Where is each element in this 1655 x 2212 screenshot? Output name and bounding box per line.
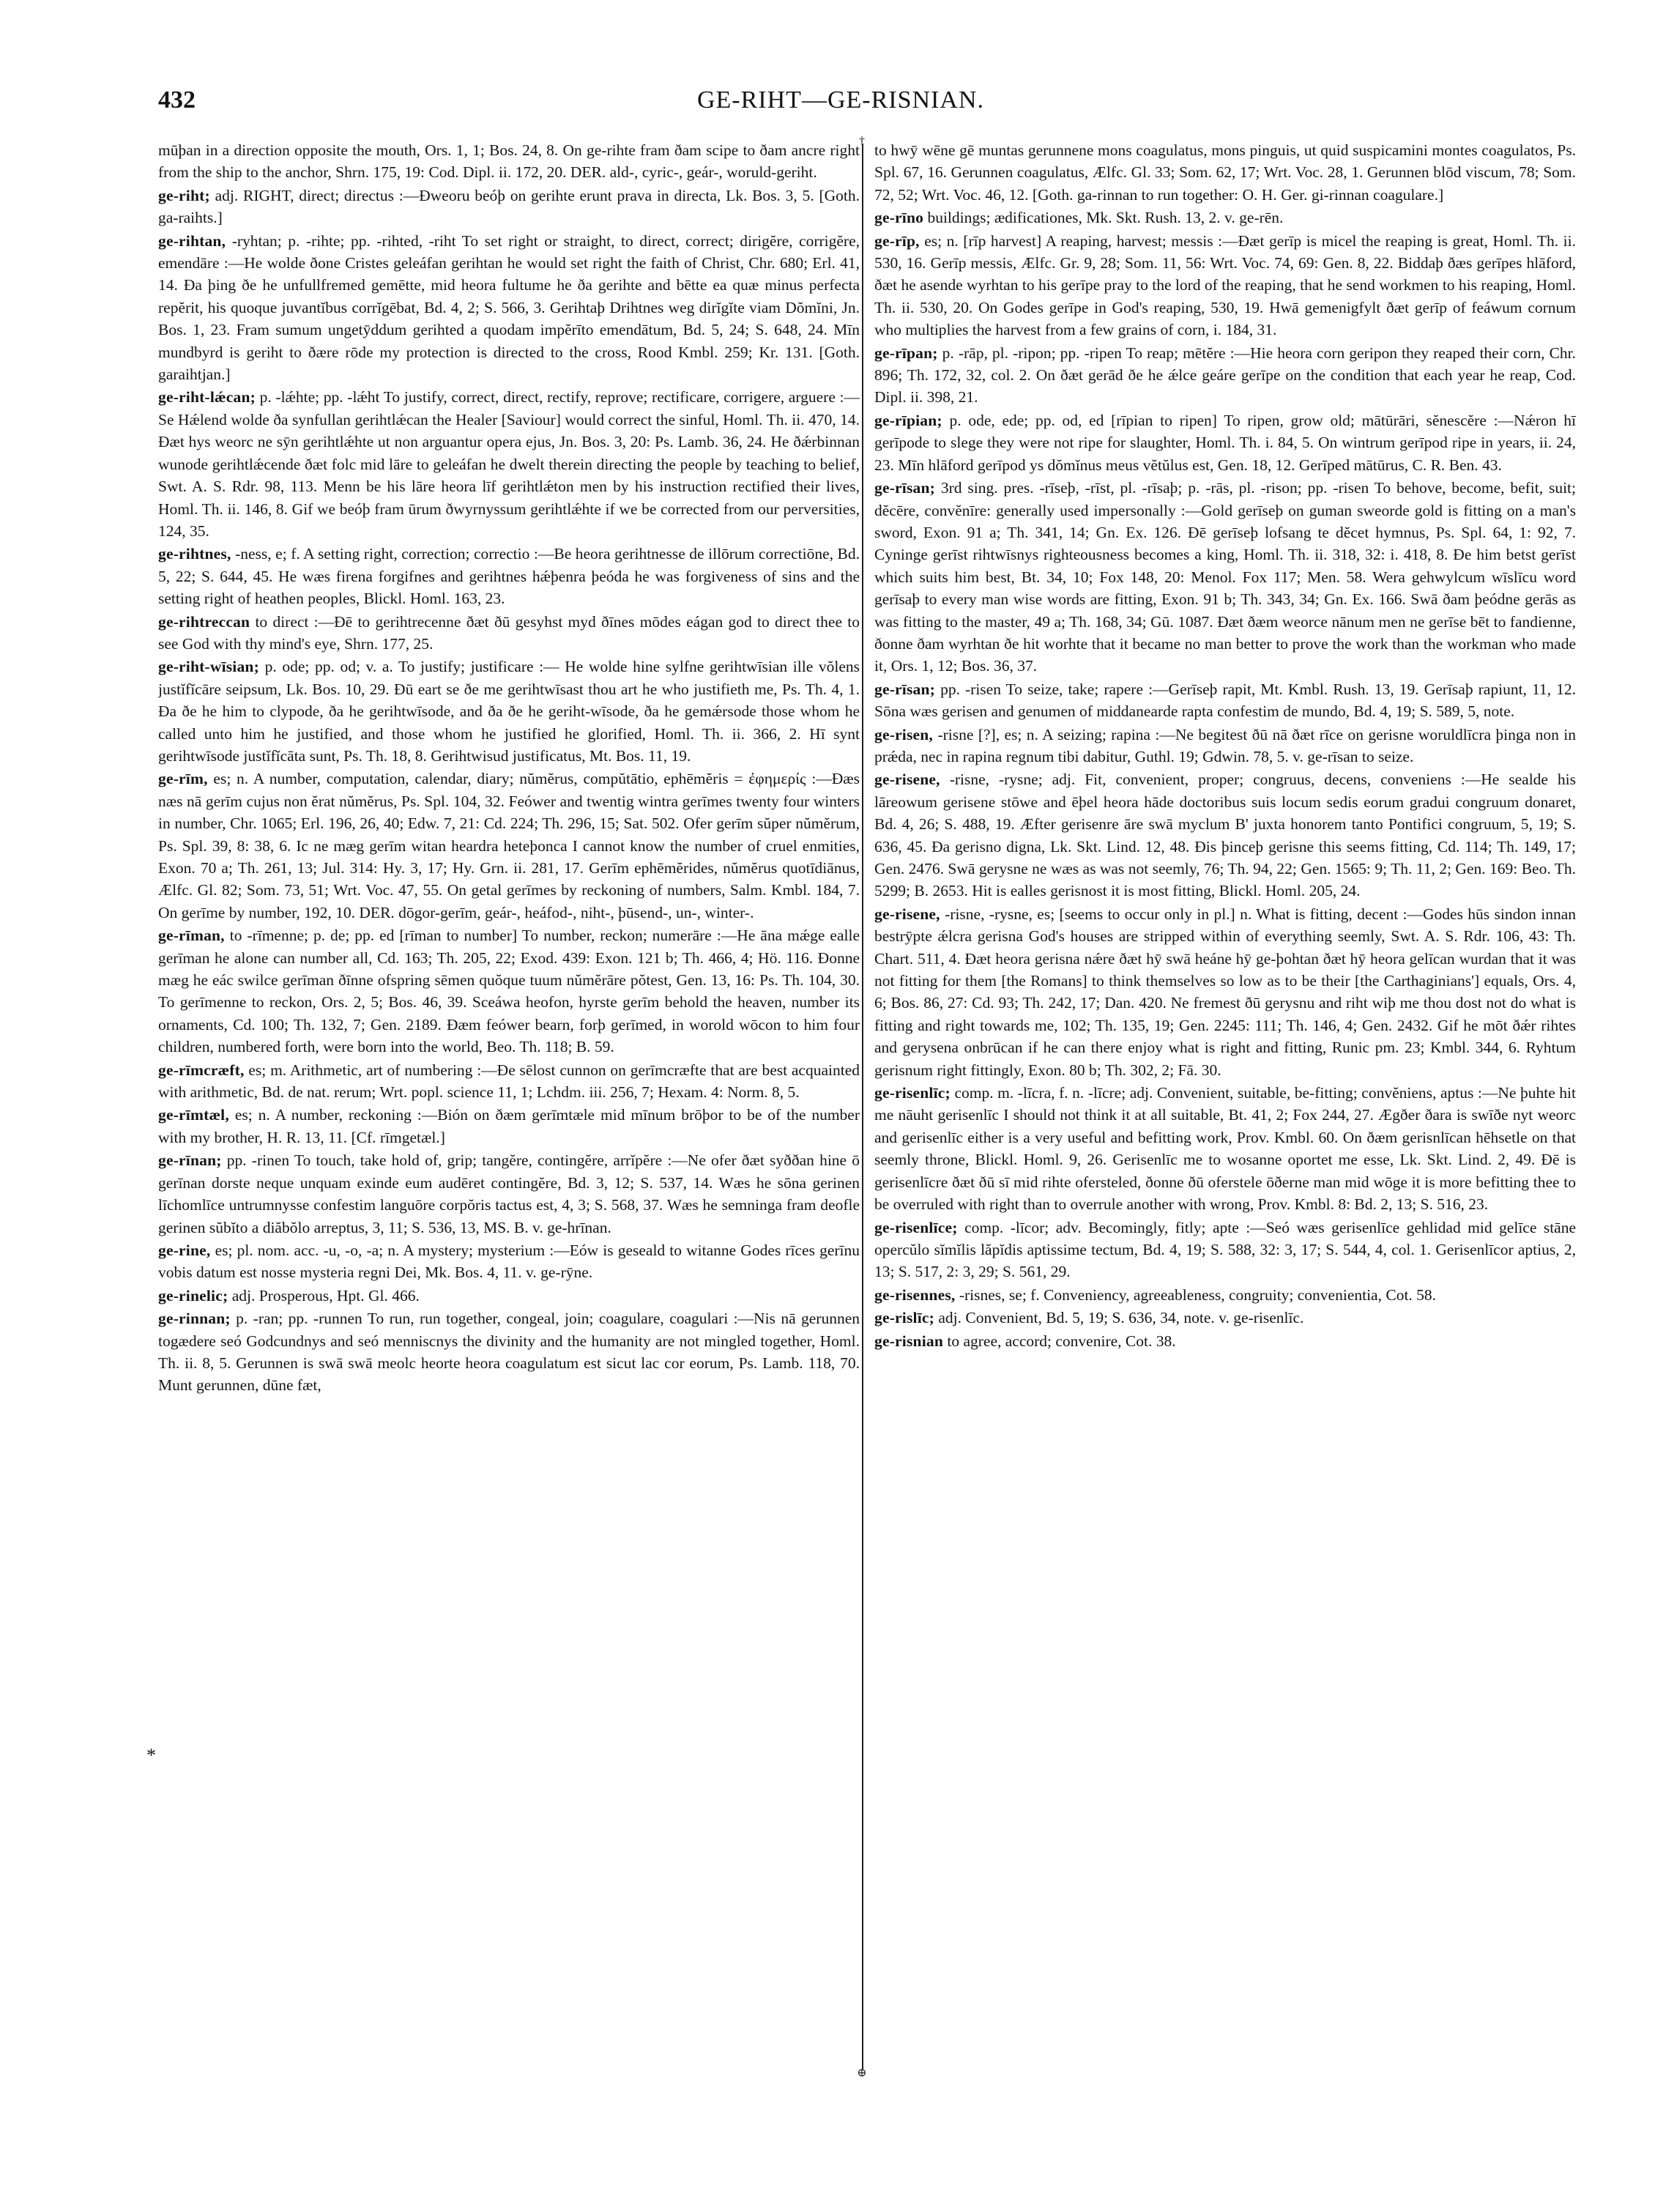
- divider-bottom-ornament: ⊕: [857, 2067, 867, 2079]
- entry-text: es; n. A number, computation, calendar, diary; nŭmĕrus, compŭtātio, ephēmĕris = ἐφημερίς :—Ðæs næs nā gerīm cujus non ĕrat nŭmĕrus, Ps. Spl. 104, 32. Feówer and twentig wintra gerīmes twenty four winters in number, Chr. 1065; Erl. 196, 26, 40; Edw. 7, 21: Cd. 224; Th. 296, 15; Sat. 502. Ofer gerīm sŭper nŭmĕrum, Ps. Spl. 39, 8: 38, 6. Ic ne mæg gerīm witan heardra heteþonca I cannot know the number of cruel enmities, Exon. 70 a; Th. 261, 13; Jul. 314: Hy. 3, 17; Hy. Grn. ii. 281, 17. Gerīm ephēmĕrides, nŭmĕrus quotīdiānus, Ælfc. Gl. 82; Som. 73, 51; Wrt. Voc. 47, 55. On getal gerīmes by reckoning of numbers, Salm. Kmbl. 184, 7. On gerīme by number, 192, 10. DER. dōgor-gerīm, geár-, heáfod-, niht-, þūsend-, un-, winter-.: [158, 770, 860, 921]
- entry-text: pp. -risen To seize, take; rapere :—Gerīseþ rapit, Mt. Kmbl. Rush. 13, 19. Gerīsaþ rapiunt, 11, 12. Sōna wæs gerisen and genumen of middanearde rapta confestim de mundo, Bd. 4, 19; S. 589, 5, note.: [874, 680, 1576, 721]
- page-header: [158, 86, 1523, 130]
- dictionary-entry: [874, 342, 1576, 409]
- headword: ge-rīp,: [874, 231, 920, 250]
- dictionary-entry: [874, 1082, 1576, 1215]
- dictionary-entry: [874, 477, 1576, 678]
- dictionary-entry: [874, 768, 1576, 902]
- dictionary-entry: [874, 409, 1576, 476]
- dictionary-entry: [158, 1307, 860, 1397]
- dictionary-entry: [874, 139, 1576, 206]
- dictionary-entry: [874, 903, 1576, 1081]
- headword: ge-rinnan;: [158, 1310, 231, 1328]
- headword: ge-rīmtæl,: [158, 1106, 229, 1124]
- headword: ge-rinelic;: [158, 1286, 228, 1304]
- column-divider: [862, 144, 863, 2070]
- headword: ge-rīmcræft,: [158, 1061, 245, 1079]
- dictionary-entry: [874, 678, 1576, 723]
- divider-top-ornament: †: [859, 135, 865, 147]
- headword: ge-riht-wīsian;: [158, 658, 259, 676]
- entry-text: adj. Convenient, Bd. 5, 19; S. 636, 34, note. v. ge-risenlīc.: [938, 1309, 1304, 1327]
- entry-text: to hwȳ wēne gē muntas gerunnene mons coagulatus, mons pinguis, ut quid suspicamini montes coagulatos, Ps. Spl. 67, 16. Gerunnen coagulatus, Ælfc. Gl. 33; Som. 62, 17; Wrt. Voc. 28, 1. Gerunnen blōd viscum, 78; Som. 72, 52; Wrt. Voc. 46, 12. [Goth. ga-rinnan to run together: O. H. Ger. gi-rinnan coagulare.]: [874, 141, 1576, 204]
- entry-text: -risne, -rysne, es; [seems to occur only in pl.] n. What is fitting, decent :—Godes hūs sindon innan bestrȳpte ǽlcra gerisna God's houses are stripped within of everything seemly, Swt. A. S. Rdr. 106, 43: Th. Chart. 511, 4. Ðæt heora gerisna nǽre ðæt hȳ swā heáne hȳ ge-þohtan ðæt hȳ heora gelīcan wurdan that it was not fitting for them [the Romans] to think themselves so low as to be their [the Carthaginians'] equals, Ors. 4, 6; Bos. 86, 27: Cd. 93; Th. 242, 17; Dan. 420. Ne fremest ðū gerysnu and riht wiþ me thou dost not do what is fitting and right towards me, 102; Th. 135, 19; Gen. 2245: 111; Th. 146, 4; Gen. 2432. Gif he mōt ðǽr rihtes and gerysena onbrūcan if he can there enjoy what is right and fitting, Runic pm. 23; Kmbl. 344, 6. Ryhtum gerisnum right fittingly, Exon. 80 b; Th. 302, 2; Fā. 30.: [874, 905, 1576, 1079]
- headword: ge-risnian: [874, 1332, 943, 1350]
- dictionary-entry: [158, 386, 860, 542]
- headword: ge-rīm,: [158, 770, 208, 788]
- entry-text: to -rīmenne; p. de; pp. ed [rīman to number] To number, reckon; numerāre :—He āna mǽge ealle gerīman he alone can number all, Cd. 163; Th. 205, 22; Exod. 439: Exon. 121 b; Th. 466, 4; Hö. 116. Ðonne mæg he eác swilce gerīman ðīnne ofspring sēmen quŏque tuum nŭmĕrāre pŏtest, Gen. 13, 16: Ps. Th. 104, 30. To gerīmenne to reckon, Ors. 2, 5; Bos. 46, 39. Sceáwa heofon, hyrste gerīm behold the heaven, number its ornaments, Cd. 100; Th. 132, 7; Gen. 2189. Ðæm feówer bearn, forþ gerīmed, in worold wōcon to him four children, numbered forth, were born into the world, Beo. Th. 118; B. 59.: [158, 927, 860, 1056]
- headword: ge-rine,: [158, 1241, 211, 1259]
- running-title: GE-RIHT—GE-RISNIAN.: [696, 86, 984, 114]
- left-column: [158, 139, 860, 2029]
- headword: ge-rihtan,: [158, 231, 226, 250]
- headword: ge-riht-lǽcan;: [158, 388, 256, 407]
- headword: ge-rihtreccan: [158, 612, 250, 631]
- headword: ge-rislīc;: [874, 1309, 934, 1327]
- entry-text: to agree, accord; convenire, Cot. 38.: [947, 1332, 1176, 1350]
- headword: ge-risenlīc;: [874, 1084, 951, 1102]
- dictionary-entry: [158, 543, 860, 609]
- headword: ge-rīno: [874, 209, 924, 227]
- dictionary-entry: [158, 1104, 860, 1148]
- headword: ge-riht;: [158, 186, 210, 204]
- entry-text: p. ode, ede; pp. od, ed [rīpian to ripen] To ripen, grow old; mātūrāri, sĕnescĕre :—Nǽron hī gerīpode to slege they were not ripe for slaughter, Homl. Th. i. 84, 5. On wintrum gerīpod ripe in years, ii. 24, 23. Mīn hlāford gerīpod ys dŏmĭnus meus vĕtŭlus est, Gen. 18, 12. Gerīped mātūrus, C. R. Ben. 43.: [874, 411, 1576, 474]
- entry-text: p. ode; pp. od; v. a. To justify; justificare :— He wolde hine sylfne gerihtwīsian ille vŏlens justĭfĭcāre seipsum, Lk. Bos. 10, 29. Ðū eart se ðe me gerihtwīsast thou art he who justifieth me, Ps. Th. 4, 1. Ða ðe he him to clypode, ða he gerihtwīsode, and ða ðe he geriht-wīsode, ða he gemǽrsode those whom he called unto him he justified, and those whom he justified he glorified, Homl. Th. ii. 366, 2. Hī synt gerihtwīsode justĭfĭcāta sunt, Ps. Th. 18, 8. Gerihtwisud justificatus, Mt. Bos. 11, 19.: [158, 658, 860, 765]
- headword: ge-rīnan;: [158, 1151, 222, 1170]
- dictionary-entry: [158, 1285, 860, 1307]
- entry-text: -ness, e; f. A setting right, correction; correctio :—Be heora gerihtnesse de illōrum correctiōne, Bd. 5, 22; S. 644, 45. He wæs firena forgifnes and gerihtnes hǽþenra þeóda he was forgiveness of sins and the setting right of heathen peoples, Blickl. Homl. 163, 23.: [158, 545, 860, 608]
- entry-text: mūþan in a direction opposite the mouth, Ors. 1, 1; Bos. 24, 8. On ge-rihte fram ðam scipe to ðam ancre right from the ship to the anchor, Shrn. 175, 19: Cod. Dipl. ii. 172, 20. DER. ald-, cyric-, geár-, woruld-geriht.: [158, 141, 860, 182]
- entry-text: comp. -līcor; adv. Becomingly, fitly; apte :—Seó wæs gerisenlīce gehlidad mid gelīce stāne opercŭlo sĭmĭlis lăpĭdis aptissime tectum, Bd. 4, 19; S. 588, 32: 3, 17; S. 544, 4, col. 1. Gerisenlīcor aptius, 2, 13; S. 517, 2: 3, 29; S. 561, 29.: [874, 1218, 1576, 1281]
- entry-text: es; m. Arithmetic, art of numbering :—Ðe sēlost cunnon on gerīmcræfte that are best acquainted with arithmetic, Bd. de nat. rerum; Wrt. popl. science 11, 1; Lchdm. iii. 256, 7; Hexam. 4: Norm. 8, 5.: [158, 1061, 860, 1102]
- headword: ge-rīman,: [158, 927, 225, 945]
- dictionary-entry: [158, 611, 860, 656]
- dictionary-entry: [874, 1284, 1576, 1306]
- entry-text: -ryhtan; p. -rihte; pp. -rihted, -riht To set right or straight, to direct, correct; dirigĕre, corrigĕre, emendāre :—He wolde ðone Cristes geleáfan gerihtan he would set right the faith of Christ, Chr. 680; Erl. 41, 14. Ða þing ðe he unfullfremed gemētte, mid heora fultume he ða gerihte and bētte ea quæ minus perfecta repĕrit, his quoque juvantĭbus corrĭgēbat, Bd. 4, 2; S. 566, 3. Gerihtaþ Drihtnes weg dirĭgĭte viam Dŏmĭni, Jn. Bos. 1, 23. Fram sumum ungetȳddum gerihted a quodam impĕrīto emendātum, Bd. 5, 24; S. 648, 24. Mīn mundbyrd is geriht to ðære rōde my protection is directed to the cross, Rood Kmbl. 259; Kr. 131. [Goth. garaihtjan.]: [158, 231, 860, 384]
- dictionary-entry: [158, 656, 860, 767]
- headword: ge-risennes,: [874, 1285, 956, 1304]
- dictionary-entry: [158, 1059, 860, 1104]
- entry-text: adj. Prosperous, Hpt. Gl. 466.: [231, 1286, 420, 1304]
- margin-asterisk: *: [146, 1745, 156, 1766]
- dictionary-entry: [874, 724, 1576, 768]
- dictionary-entry: [874, 1330, 1576, 1352]
- entry-text: -risne, -rysne; adj. Fit, convenient, proper; congruus, decens, conveniens :—He sealde his lāreowum gerisene stōwe and ēþel heora hāde doctoribus suis locum sedis eorum gradui congruum donaret, Bd. 4, 26; S. 488, 19. Æfter gerisenre āre swā myclum B' juxta honorem tanto Pontifici congruum, 5, 19; S. 636, 45. Ða gerisno digna, Lk. Skt. Lind. 12, 48. Ðis þinceþ gerisne this seems fitting, Cd. 114; Th. 149, 17; Gen. 2476. Swā gerysne ne wæs as was not seemly, 76; Th. 94, 22; Gen. 1565: 9; Th. 11, 2; Gen. 169: Beo. Th. 5299; B. 2653. Hit is ealles gerisnost it is most fitting, Blickl. Homl. 205, 24.: [874, 771, 1576, 900]
- dictionary-entry: [158, 1149, 860, 1239]
- headword: ge-rīpan;: [874, 344, 938, 362]
- headword: ge-rīpian;: [874, 411, 942, 429]
- dictionary-entry: [874, 1217, 1576, 1283]
- headword: ge-rihtnes,: [158, 545, 231, 563]
- entry-text: es; pl. nom. acc. -u, -o, -a; n. A mystery; mysterium :—Eów is geseald to witanne Godes rīces gerīnu vobis datum est nosse mysteria regni Dei, Mk. Bos. 4, 11. v. ge-rȳne.: [158, 1241, 860, 1282]
- headword: ge-risene,: [874, 771, 940, 789]
- entry-text: comp. m. -līcra, f. n. -līcre; adj. Convenient, suitable, be-fitting; convĕniens, aptus :—Ne þuhte hit me nāuht gerisenlīc I should not think it at all suitable, Bt. 41, 2; Fox 244, 27. Ægðer ðara is swīðe nyt weorc and gerisenlīc either is a very useful and befitting work, Prov. Kmbl. 60. On ðæm gerisnlīcan hēhsetle on that seemly throne, Blickl. Homl. 9, 26. Gerisenlīc me to wosanne oportet me esse, Lk. Skt. Lind. 2, 49. Ðē is gerisenlīcre ðæt ðū sī mid rihte ofersteled, ðonne ðū oferstele ōðerne man mid wōge it is more befitting thee to be overruled with right than to overrule another with wrong, Prov. Kmbl. 8: Bd. 2, 13; S. 516, 23.: [874, 1084, 1576, 1214]
- entry-text: to direct :—Ðē to gerihtrecenne ðæt ðū gesyhst myd ðīnes mōdes eágan god to direct thee to see God with thy mind's eye, Shrn. 177, 25.: [158, 612, 860, 653]
- entry-text: pp. -rinen To touch, take hold of, grip; tangĕre, contingĕre, arrĭpĕre :—Ne ofer ðæt syððan hine ō gerīnan dorste neque unquam exinde eum audēret contingĕre, Bd. 3, 12; S. 537, 14. Wæs he sōna gerinen līchomlīce untrumnysse confestim languōre corpŏris tactus est, 4, 3; S. 568, 37. Wæs he semninga fram deofle gerinen sŭbĭto a diăbŏlo arreptus, 3, 11; S. 536, 13, MS. B. v. ge-hrīnan.: [158, 1151, 860, 1236]
- headword: ge-risene,: [874, 905, 940, 923]
- entry-text: buildings; ædificationes, Mk. Skt. Rush. 13, 2. v. ge-rēn.: [927, 209, 1284, 227]
- entry-text: p. -ran; pp. -runnen To run, run together, congeal, join; coagulare, coagulari :—Nis nā gerunnen togædere seó Godcundnys and seó menniscnys the divinity and the humanity are not mingled together, Homl. Th. ii. 8, 5. Gerunnen is swā swā meolc heorte heora coagulatum est sicut lac cor eorum, Ps. Lamb. 118, 70. Munt gerunnen, dūne fæt,: [158, 1310, 860, 1395]
- dictionary-entry: [874, 230, 1576, 341]
- dictionary-entry: [158, 139, 860, 184]
- entry-text: 3rd sing. pres. -rīseþ, -rīst, pl. -rīsaþ; p. -rās, pl. -rison; pp. -risen To behove, become, befit, suit; dĕcēre, convĕnīre: generally used impersonally :—Gold gerīseþ on guman sweorde gold is fitting on a man's sword, Exon. 91 a; Th. 341, 14; Gn. Ex. 126. Ðē gerīseþ lofsang te dĕcet hymnus, Ps. Spl. 64, 1: 92, 7. Cyninge gerīst rihtwīsnys righteousness becomes a king, Homl. Th. ii. 318, 32: i. 418, 8. Ðe him betst gerīst which suits him best, Bt. 34, 10; Fox 148, 20: Menol. Fox 117; Men. 58. Wera gehwylcum wīslīcu word gerīsaþ to every man wise words are fitting, Exon. 91 b; Th. 343, 34; Gn. Ex. 166. Swā ðam þeódne gerās as was fitting to the master, 49 a; Th. 168, 34; Gū. 1087. Ðæt ðæm weorce nānum men ne gerīse bēt to fandienne, ðonne ðam wyrhtan ðe hit worhte that it became no man better to prove the work than the workman who made it, Ors. 1, 12; Bos. 36, 37.: [874, 479, 1576, 675]
- headword: ge-rīsan;: [874, 479, 936, 497]
- entry-text: p. -rāp, pl. -ripon; pp. -ripen To reap; mētĕre :—Hie heora corn geripon they reaped their corn, Chr. 896; Th. 172, 32, col. 2. On ðæt gerād ðe he ǽlce geáre gerīpe on the condition that each year he reap, Cod. Dipl. ii. 398, 21.: [874, 344, 1576, 407]
- entry-text: -risne [?], es; n. A seizing; rapina :—Ne begitest ðū nā ðæt rīce on gerisne woruldlīcra þinga non in prǽda, nec in rapina regnum tibi dabitur, Guthl. 19; Gdwin. 78, 5. v. ge-rīsan to seize.: [874, 725, 1576, 765]
- headword: ge-risenlīce;: [874, 1218, 958, 1236]
- dictionary-entry: [158, 768, 860, 924]
- right-column: [874, 139, 1576, 2029]
- headword: ge-rīsan;: [874, 680, 936, 698]
- entry-text: p. -lǽhte; pp. -lǽht To justify, correct, direct, rectify, reprove; rectificare, corrigere, arguere :—Se Hǽlend wolde ða synfullan gerihtlǽcan the Healer [Saviour] would correct the sinful, Homl. Th. ii. 470, 14. Ðæt hys weorc ne sȳn gerihtlǽhte ut non arguantur opera ejus, Jn. Bos. 3, 20: Ps. Lamb. 36, 24. He ðǽrbinnan wunode gerihtlǽcende ðæt folc mid lāre to geleáfan he dwelt therein directing the people by teaching to belief, Swt. A. S. Rdr. 98, 113. Menn be his lāre heora līf gerihtlǽton men by his instruction rectified their lives, Homl. Th. ii. 146, 8. Gif we beóþ fram ūrum ðwyrnyssum gerihtlǽhte if we be corrected from our perversities, 124, 35.: [158, 388, 860, 540]
- dictionary-entry: [158, 230, 860, 386]
- entry-text: -risnes, se; f. Conveniency, agreeableness, congruity; convenientia, Cot. 58.: [959, 1285, 1437, 1304]
- page-number: 432: [158, 86, 196, 114]
- headword: ge-risen,: [874, 725, 934, 743]
- entry-text: es; n. A number, reckoning :—Bión on ðæm gerīmtæle mid mīnum brōþor to be of the number with my brother, H. R. 13, 11. [Cf. rīmgetæl.]: [158, 1106, 860, 1146]
- dictionary-entry: [158, 1239, 860, 1284]
- dictionary-entry: [158, 185, 860, 229]
- entry-text: es; n. [rīp harvest] A reaping, harvest; messis :—Ðæt gerīp is micel the reaping is great, Homl. Th. ii. 530, 16. Gerīp messis, Ælfc. Gr. 9, 28; Som. 11, 56: Wrt. Voc. 74, 69: Gen. 8, 22. Biddaþ ðæs gerīpes hlāford, ðæt he asende wyrhtan to his gerīpe pray to the lord of the reaping, that he send workmen to his reaping, Homl. Th. ii. 530, 20. On Godes gerīpe in God's reaping, 530, 19. Hwā gemenigfylt ðæt gerīp of feáwum cornum who multiplies the harvest from a few grains of corn, i. 184, 31.: [874, 231, 1576, 339]
- dictionary-entry: [874, 207, 1576, 229]
- dictionary-entry: [158, 924, 860, 1058]
- dictionary-entry: [874, 1307, 1576, 1329]
- entry-text: adj. RIGHT, direct; directus :—Ðweoru beóþ on gerihte erunt prava in directa, Lk. Bos. 3, 5. [Goth. ga-raihts.]: [158, 186, 860, 227]
